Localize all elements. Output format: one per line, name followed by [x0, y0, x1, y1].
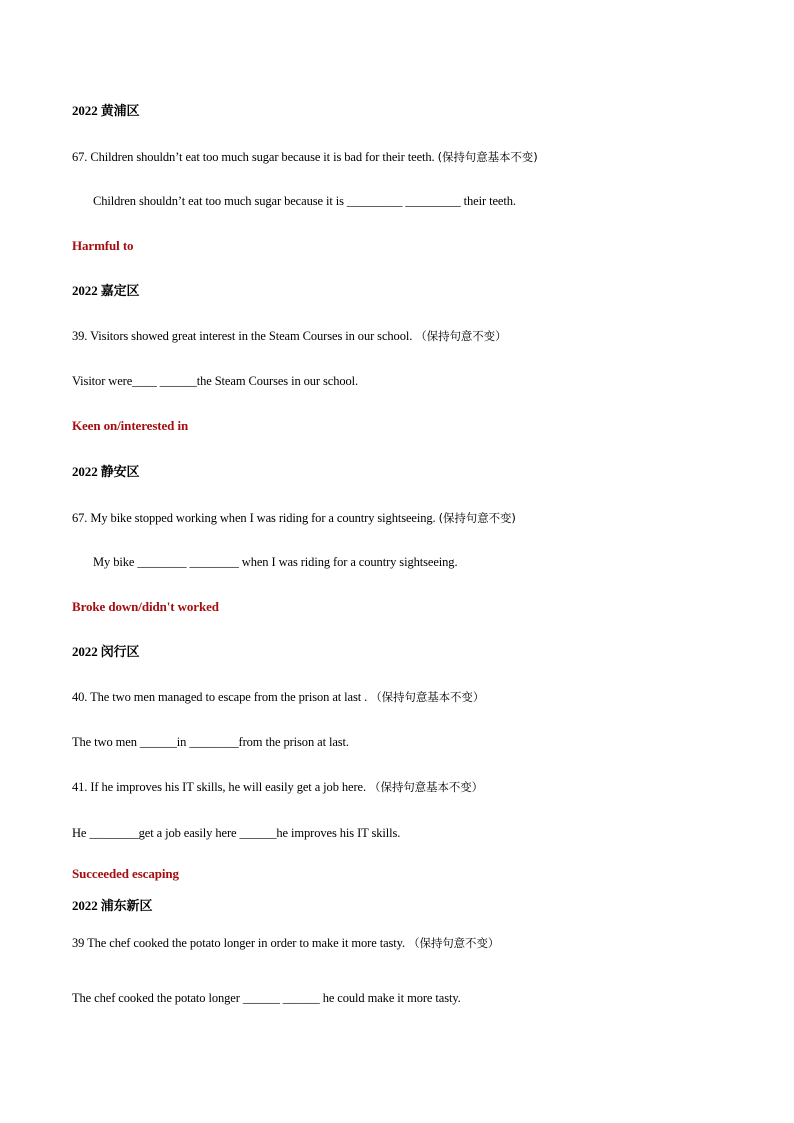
section-heading: 2022 闵行区 [72, 644, 140, 659]
question-instruction: （保持句意基本不变） [369, 780, 484, 794]
question-prompt [72, 510, 516, 526]
question-prompt [72, 328, 506, 344]
question-instruction: (保持句意不变) [438, 511, 516, 525]
rewrite-sentence: Children shouldn’t eat too much sugar because it is _________ _________ their teeth. [93, 194, 516, 208]
answer-text: Keen on/interested in [72, 418, 189, 433]
answer-text: Harmful to [72, 238, 134, 253]
rewrite-sentence: He ________get a job easily here ______he improves his IT skills. [72, 826, 401, 840]
question-instruction: (保持句意基本不变) [437, 150, 538, 164]
question-text: 67. My bike stopped working when I was riding for a country sightseeing. [72, 511, 436, 525]
rewrite-sentence: Visitor were____ ______the Steam Courses in our school. [72, 374, 359, 388]
section-heading: 2022 浦东新区 [72, 898, 153, 913]
question-text: 39 The chef cooked the potato longer in order to make it more tasty. [72, 936, 406, 950]
rewrite-sentence: The two men ______in ________from the prison at last. [72, 735, 349, 749]
question-instruction: （保持句意不变） [415, 329, 507, 343]
section-heading: 2022 黄浦区 [72, 103, 140, 118]
question-instruction: （保持句意基本不变） [370, 690, 485, 704]
question-text: 39. Visitors showed great interest in the Steam Courses in our school. [72, 329, 413, 343]
question-prompt [72, 935, 499, 951]
answer-text: Broke down/didn't worked [72, 599, 219, 614]
rewrite-sentence: My bike ________ ________ when I was riding for a country sightseeing. [93, 555, 458, 569]
answer-text: Succeeded escaping [72, 866, 179, 881]
question-text: 41. If he improves his IT skills, he will easily get a job here. [72, 780, 367, 794]
question-prompt [72, 689, 484, 705]
rewrite-sentence: The chef cooked the potato longer ______ ______ he could make it more tasty. [72, 991, 461, 1005]
section-heading: 2022 嘉定区 [72, 283, 140, 298]
question-text: 40. The two men managed to escape from the prison at last . [72, 690, 368, 704]
question-instruction: （保持句意不变） [408, 936, 500, 950]
section-heading: 2022 静安区 [72, 464, 140, 479]
question-prompt [72, 779, 483, 795]
question-prompt [72, 149, 538, 165]
question-text: 67. Children shouldn’t eat too much sugar because it is bad for their teeth. [72, 150, 435, 164]
